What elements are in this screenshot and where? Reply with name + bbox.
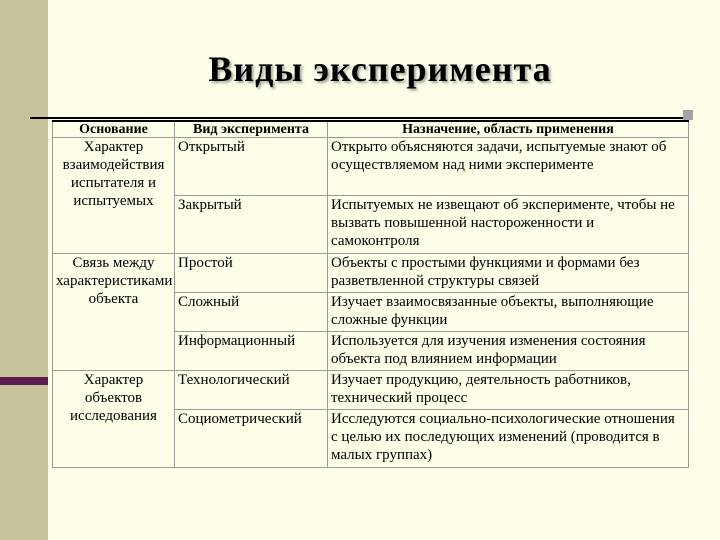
basis-cell: Связь между характеристиками объекта: [53, 254, 175, 371]
table-row: [53, 138, 689, 196]
basis-cell: Характер объектов исследования: [53, 371, 175, 468]
kind-cell: Простой: [175, 254, 328, 293]
purpose-cell: Изучает взаимосвязанные объекты, выполняющие сложные функции: [328, 293, 689, 332]
kind-cell: Технологический: [175, 371, 328, 410]
purpose-cell: Изучает продукцию, деятельность работников, технический процесс: [328, 371, 689, 410]
kind-cell: Открытый: [175, 138, 328, 196]
table-row: [53, 371, 689, 410]
kind-cell: Закрытый: [175, 196, 328, 254]
table-row: [53, 254, 689, 293]
left-accent-bar: [0, 377, 48, 385]
header-kind: Вид эксперимента: [175, 121, 328, 138]
basis-cell: Характер взаимодействия испытателя и испытуемых: [53, 138, 175, 254]
title-underline: [30, 117, 690, 119]
accent-square: [683, 110, 693, 120]
purpose-cell: Объекты с простыми функциями и формами без разветвленной структуры связей: [328, 254, 689, 293]
header-purpose: Назначение, область применения: [328, 121, 689, 138]
header-basis: Основание: [53, 121, 175, 138]
table-header-row: [53, 121, 689, 138]
purpose-cell: Открыто объясняются задачи, испытуемые знают об осуществляемом над ними эксперименте: [328, 138, 689, 196]
kind-cell: Сложный: [175, 293, 328, 332]
purpose-cell: Испытуемых не извещают об эксперименте, чтобы не вызвать повышенной настороженности и самоконтроля: [328, 196, 689, 254]
experiment-types-table: [52, 120, 689, 468]
kind-cell: Информационный: [175, 332, 328, 371]
purpose-cell: Исследуются социально-психологические отношения с целью их последующих изменений (проводится в малых группах): [328, 410, 689, 468]
slide-title: Виды эксперимента: [208, 49, 552, 89]
purpose-cell: Используется для изучения изменения состояния объекта под влиянием информации: [328, 332, 689, 371]
kind-cell: Социометрический: [175, 410, 328, 468]
